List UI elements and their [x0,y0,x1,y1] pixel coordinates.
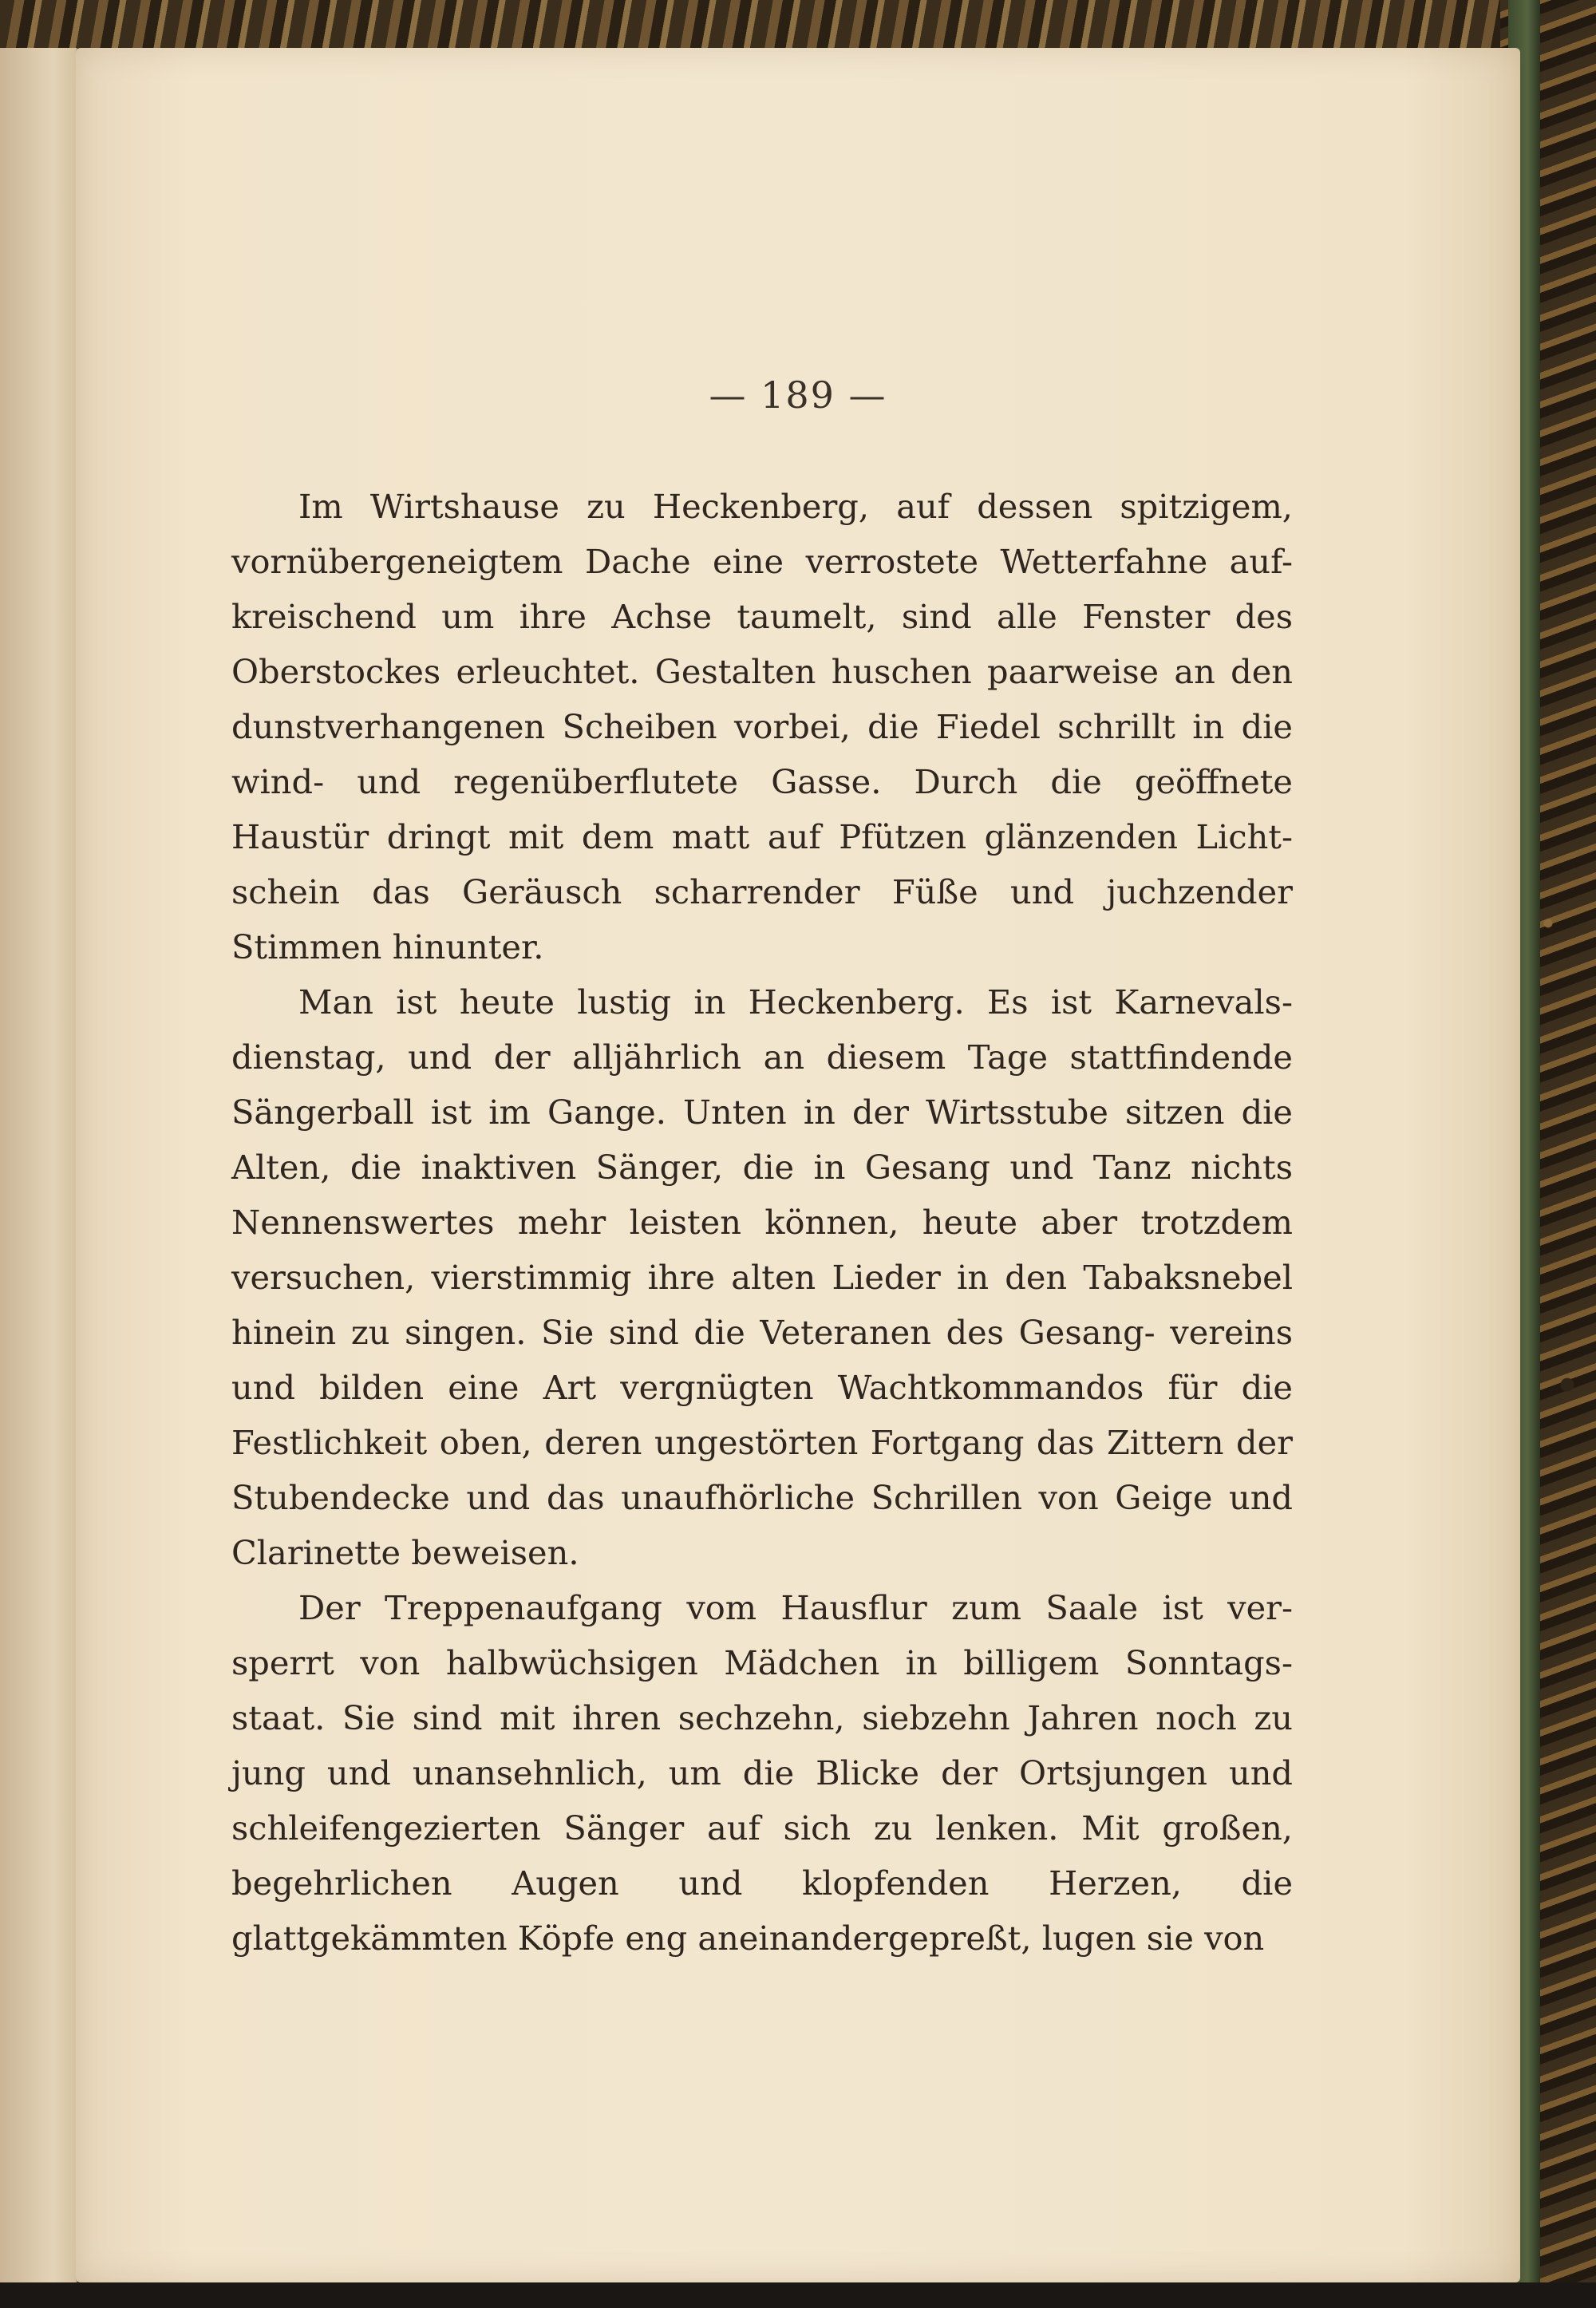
bottom-edge [0,2282,1596,2308]
previous-page-edge [0,48,77,2282]
page-number: — 189 — [709,373,887,417]
paragraph: Der Treppenaufgang vom Hausflur zum Saale ist ver- sperrt von halbwüchsigen Mädchen in billigem Sonntags- staat. Sie sind mit ihren sechzehn, siebzehn Jahren noch zu jung und unansehnlich, um die Blicke der Ortsjungen und schleifengezierten Sänger auf sich zu lenken. Mit großen, begehrlichen Augen und klopfenden Herzen, die glattgekämmten Köpfe eng aneinandergepreßt, lugen sie von [231,1588,1293,1958]
page-text [231,479,1293,1966]
paragraph: Man ist heute lustig in Heckenberg. Es ist Karnevals- dienstag, und der alljährlich an diesem Tage stattfindende Sängerball ist im Gange. Unten in der Wirtsstube sitzen die Alten, die inaktiven Sänger, die in Gesang und Tanz nichts Nennenswertes mehr leisten können, heute aber trotzdem versuchen, vierstimmig ihre alten Lieder in den Tabaksnebel hinein zu singen. Sie sind die Veteranen des Gesang- vereins und bilden eine Art vergnügten Wachtkommandos für die Festlichkeit oben, deren ungestörten Fortgang das Zittern der Stubendecke und das unaufhörliche Schrillen von Geige und Clarinette beweisen. [231,982,1293,1572]
book-page [76,48,1520,2282]
paragraph: Im Wirtshause zu Heckenberg, auf dessen spitzigem, vornübergeneigtem Dache eine verrostete Wetterfahne auf- kreischend um ihre Achse taumelt, sind alle Fenster des Oberstockes erleuchtet. Gestalten huschen paarweise an den dunstverhangenen Scheiben vorbei, die Fiedel schrillt in die wind- und regenüberflutete Gasse. Durch die geöffnete Haustür dringt mit dem matt auf Pfützen glänzenden Licht- schein das Geräusch scharrender Füße und juchzender Stimmen hinunter. [231,487,1293,966]
